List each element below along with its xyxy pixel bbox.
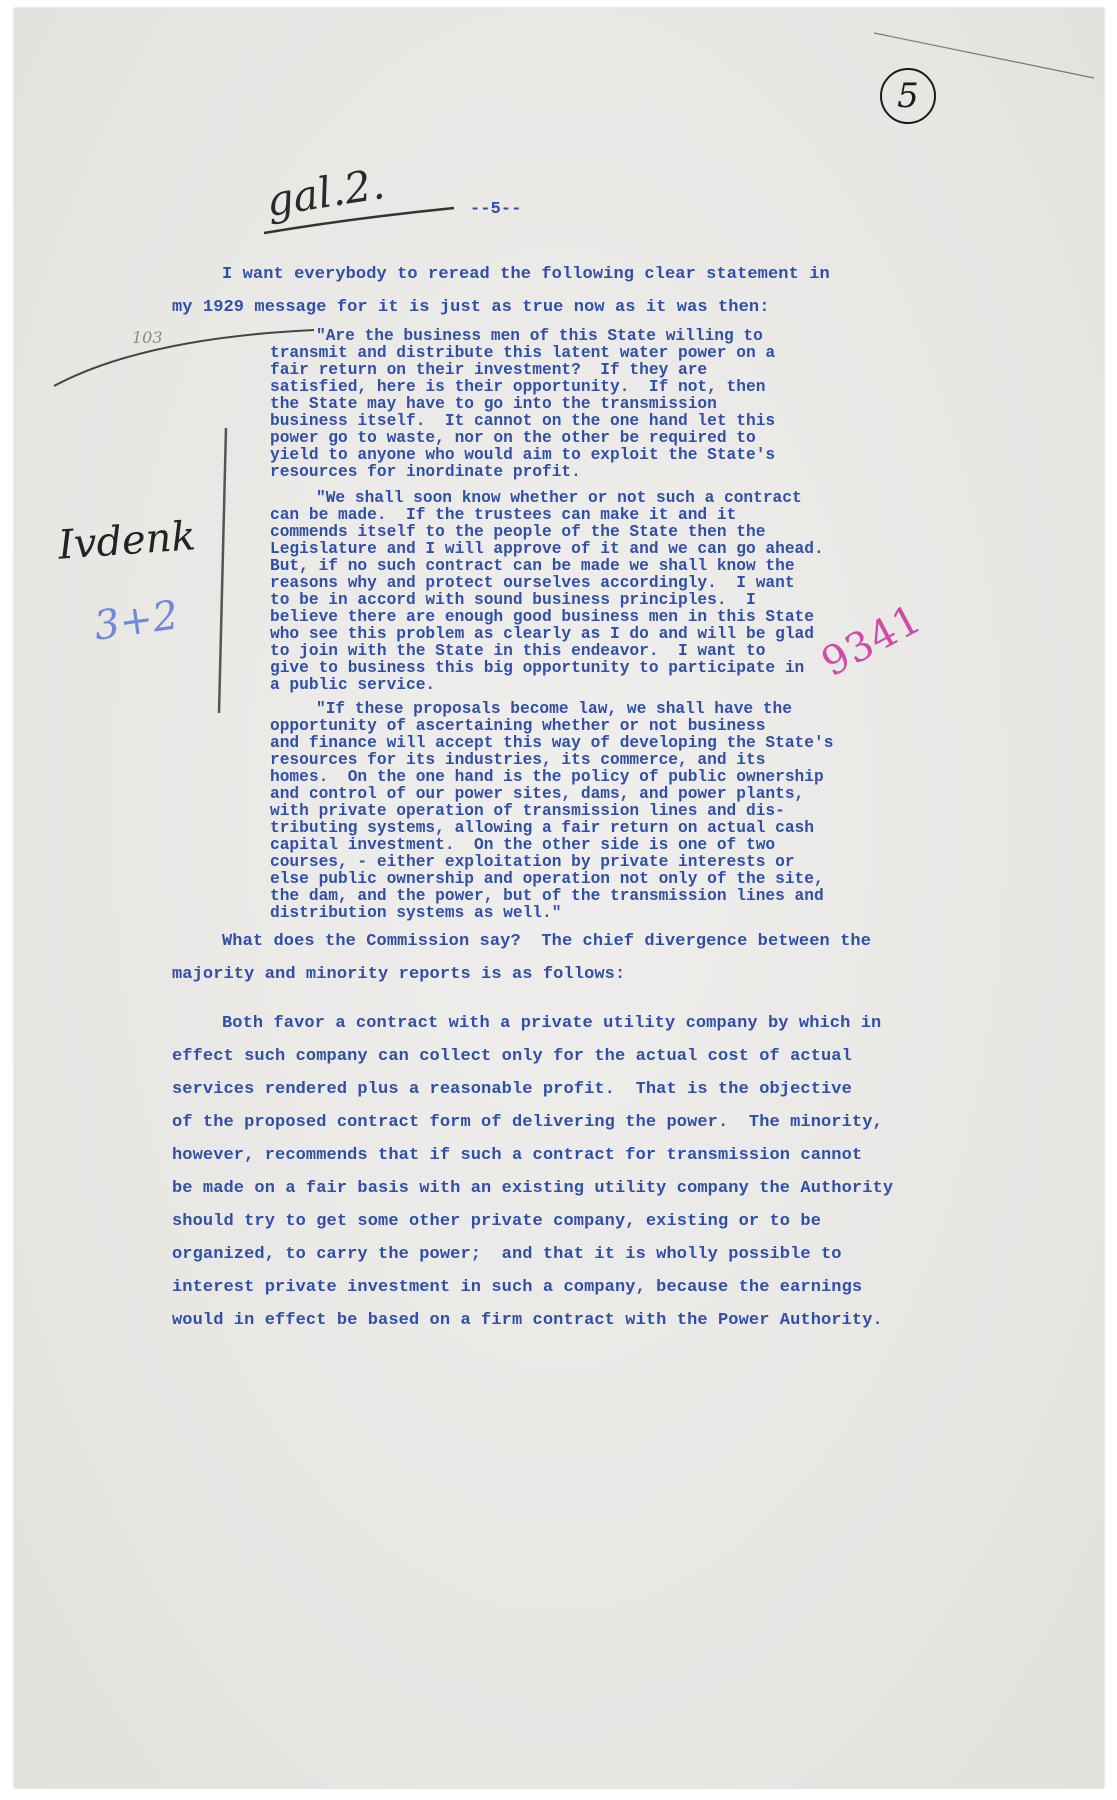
quote-line: transmit and distribute this latent water power on a xyxy=(270,344,776,362)
quote-line: homes. On the one hand is the policy of public ownership xyxy=(270,768,824,786)
favor-line: organized, to carry the power; and that it is wholly possible to xyxy=(172,1245,842,1264)
page-number: --5-- xyxy=(470,200,522,219)
favor-line: interest private investment in such a company, because the earnings xyxy=(172,1278,863,1297)
quote-line: give to business this big opportunity to participate in xyxy=(270,659,805,677)
quote-line: "If these proposals become law, we shall have the xyxy=(316,700,792,718)
favor-line: services rendered plus a reasonable profit. That is the objective xyxy=(172,1080,852,1099)
stamp-number: 9341 xyxy=(814,595,930,686)
quote-line: yield to anyone who would aim to exploit the State's xyxy=(270,446,776,464)
intro-line-1: I want everybody to reread the following clear statement in xyxy=(222,265,830,284)
quote-line: can be made. If the trustees can make it and it xyxy=(270,506,737,524)
commission-line-1: What does the Commission say? The chief divergence between the xyxy=(222,932,872,951)
quote-line: opportunity of ascertaining whether or not business xyxy=(270,717,766,735)
quote-line: the dam, and the power, but of the transmission lines and xyxy=(270,887,824,905)
quote-line: Legislature and I will approve of it and we can go ahead. xyxy=(270,540,824,558)
signature: Ivdenk xyxy=(56,513,198,569)
quote-line: fair return on their investment? If they are xyxy=(270,361,708,379)
quote-line: to join with the State in this endeavor. I want to xyxy=(270,642,766,660)
favor-line: however, recommends that if such a contract for transmission cannot xyxy=(172,1146,863,1165)
quote-line: reasons why and protect ourselves accordingly. I want xyxy=(270,574,795,592)
pencil-arc xyxy=(54,330,314,386)
quote-line: distribution systems as well." xyxy=(270,904,562,922)
quote-line: a public service. xyxy=(270,676,436,694)
pencil-bracket xyxy=(219,428,226,713)
galley-note: gal.2. xyxy=(262,159,388,226)
quote-line: "We shall soon know whether or not such a contract xyxy=(316,489,802,507)
quote-line: tributing systems, allowing a fair return on actual cash xyxy=(270,819,814,837)
quote-line: the State may have to go into the transmission xyxy=(270,395,717,413)
quote-line: with private operation of transmission lines and dis- xyxy=(270,802,785,820)
favor-line: should try to get some other private company, existing or to be xyxy=(172,1212,822,1231)
favor-line: of the proposed contract form of delivering the power. The minority, xyxy=(172,1113,883,1132)
quote-line: else public ownership and operation not only of the site, xyxy=(270,870,824,888)
galley-underline xyxy=(264,208,454,233)
quote-line: power go to waste, nor on the other be required to xyxy=(270,429,756,447)
quote-line: But, if no such contract can be made we shall know the xyxy=(270,557,795,575)
quote-line: resources for inordinate profit. xyxy=(270,463,581,481)
quote-line: business itself. It cannot on the one hand let this xyxy=(270,412,776,430)
quote-line: resources for its industries, its commerce, and its xyxy=(270,751,766,769)
quote-line: courses, - either exploitation by private interests or xyxy=(270,853,795,871)
favor-line: Both favor a contract with a private utility company by which in xyxy=(222,1014,882,1033)
quote-line: believe there are enough good business men in this State xyxy=(270,608,814,626)
favor-line: be made on a fair basis with an existing utility company the Authority xyxy=(172,1179,894,1198)
commission-line-2: majority and minority reports is as follows: xyxy=(172,965,626,984)
intro-line-2: my 1929 message for it is just as true now as it was then: xyxy=(172,298,770,317)
quote-line: and finance will accept this way of developing the State's xyxy=(270,734,834,752)
quote-line: commends itself to the people of the State then the xyxy=(270,523,766,541)
quote-line: to be in accord with sound business principles. I xyxy=(270,591,756,609)
quote-line: satisfied, here is their opportunity. If not, then xyxy=(270,378,766,396)
favor-line: would in effect be based on a firm contract with the Power Authority. xyxy=(172,1311,883,1330)
quote-line: and control of our power sites, dams, and power plants, xyxy=(270,785,805,803)
blue-margin-note: 3+2 xyxy=(91,592,182,650)
quote-line: who see this problem as clearly as I do and will be glad xyxy=(270,625,814,643)
favor-line: effect such company can collect only for the actual cost of actual xyxy=(172,1047,852,1066)
top-right-scratch xyxy=(874,33,1094,78)
circled-page-number-text: 5 xyxy=(897,76,919,116)
document-page xyxy=(14,8,1104,1788)
quote-line: "Are the business men of this State willing to xyxy=(316,327,763,345)
quote-line: capital investment. On the other side is one of two xyxy=(270,836,776,854)
margin-marks xyxy=(14,8,1104,1788)
pencil-number: 103 xyxy=(132,328,163,347)
